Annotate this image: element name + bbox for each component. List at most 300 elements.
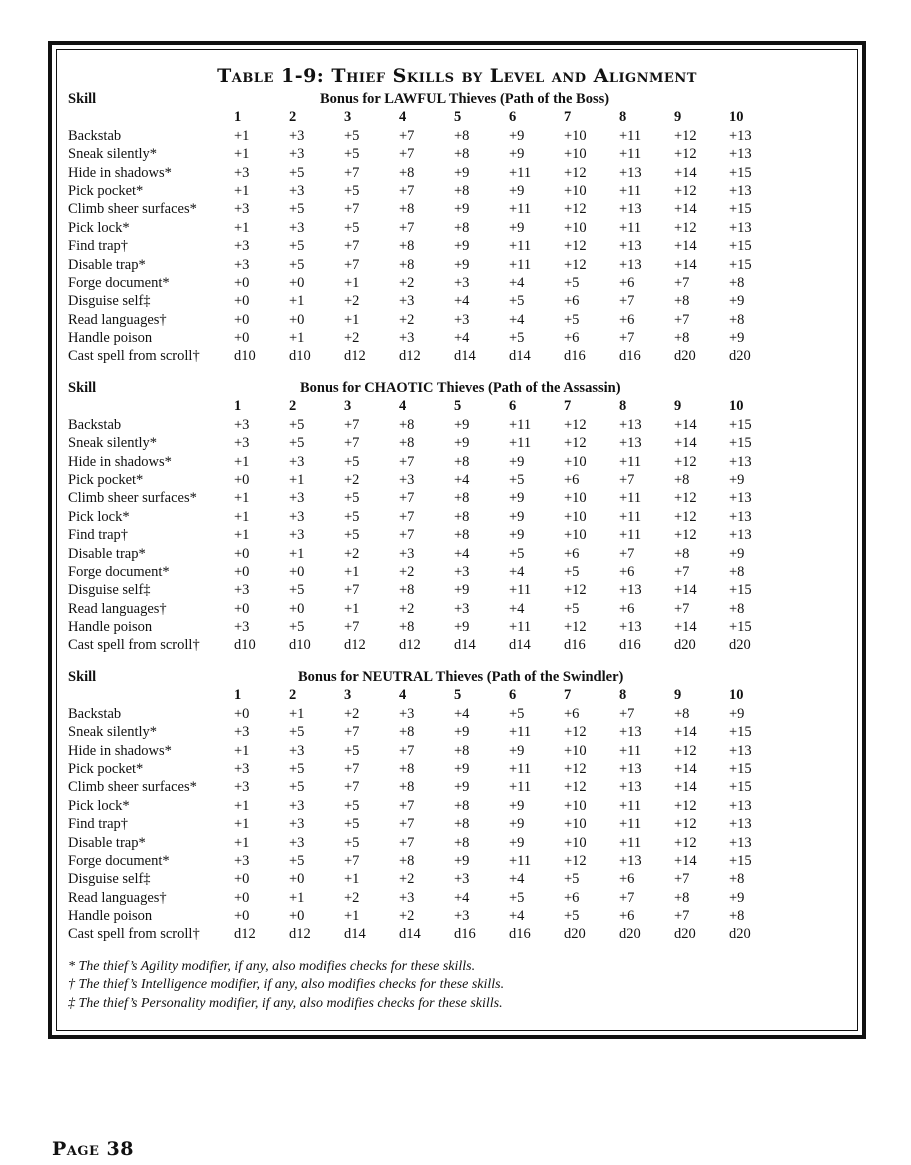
skill-bonus-value: +3 — [289, 146, 305, 163]
skill-bonus-value: +3 — [234, 256, 250, 273]
skill-bonus-value: +5 — [344, 816, 360, 833]
skill-table-section — [68, 668, 788, 944]
skill-bonus-value: +7 — [399, 508, 415, 525]
skill-bonus-value: +4 — [509, 274, 525, 291]
level-header: 4 — [399, 398, 407, 415]
skill-bonus-value: +12 — [674, 219, 697, 236]
skill-bonus-value: +13 — [619, 619, 642, 636]
skill-bonus-value: +13 — [619, 201, 642, 218]
table-row — [68, 526, 788, 544]
skill-name: Pick pocket* — [68, 760, 144, 777]
skill-bonus-value: +8 — [729, 600, 745, 617]
level-header: 8 — [619, 109, 627, 126]
skill-bonus-value: +4 — [509, 563, 525, 580]
skill-bonus-value: +1 — [234, 834, 250, 851]
table-row — [68, 600, 788, 618]
skill-bonus-value: +1 — [234, 527, 250, 544]
table-row — [68, 907, 788, 925]
skill-bonus-value: +12 — [564, 724, 587, 741]
skill-bonus-value: +5 — [289, 779, 305, 796]
table-row — [68, 563, 788, 581]
skill-bonus-value: +12 — [674, 182, 697, 199]
skill-bonus-value: +8 — [674, 705, 690, 722]
skill-bonus-value: +1 — [234, 816, 250, 833]
skill-bonus-value: +3 — [234, 619, 250, 636]
skill-bonus-value: +0 — [234, 471, 250, 488]
skill-bonus-value: +10 — [564, 146, 587, 163]
skill-name: Sneak silently* — [68, 724, 158, 741]
table-row — [68, 292, 788, 310]
skill-bonus-value: +15 — [729, 256, 752, 273]
skill-bonus-value: +4 — [509, 871, 525, 888]
skill-bonus-value: +8 — [674, 471, 690, 488]
skill-bonus-value: +11 — [619, 182, 642, 199]
skill-bonus-value: +10 — [564, 182, 587, 199]
section-header-row — [68, 668, 788, 686]
skill-bonus-value: +7 — [674, 600, 690, 617]
skill-bonus-value: +3 — [289, 834, 305, 851]
skill-bonus-value: +8 — [454, 797, 470, 814]
table-row — [68, 274, 788, 292]
skill-bonus-value: +4 — [454, 293, 470, 310]
skill-bonus-value: +8 — [399, 619, 415, 636]
skill-bonus-value: +11 — [619, 834, 642, 851]
level-header: 10 — [729, 398, 744, 415]
skill-bonus-value: +8 — [454, 508, 470, 525]
table-row — [68, 434, 788, 452]
skill-bonus-value: d12 — [344, 348, 366, 365]
table-row — [68, 618, 788, 636]
skill-bonus-value: +5 — [289, 435, 305, 452]
level-header: 8 — [619, 398, 627, 415]
skill-bonus-value: d20 — [729, 348, 751, 365]
skill-bonus-value: +8 — [454, 816, 470, 833]
skill-bonus-value: +15 — [729, 201, 752, 218]
skill-bonus-value: +8 — [729, 563, 745, 580]
skill-bonus-value: +14 — [674, 164, 697, 181]
skill-bonus-value: +11 — [619, 219, 642, 236]
skill-bonus-value: +8 — [454, 834, 470, 851]
table-row — [68, 416, 788, 434]
skill-bonus-value: +7 — [674, 274, 690, 291]
skill-bonus-value: +8 — [729, 871, 745, 888]
skill-name: Disguise self‡ — [68, 582, 151, 599]
skill-bonus-value: +13 — [729, 834, 752, 851]
skill-bonus-value: +5 — [509, 330, 525, 347]
skill-bonus-value: +5 — [289, 582, 305, 599]
skill-bonus-value: +9 — [454, 852, 470, 869]
table-row — [68, 870, 788, 888]
skill-bonus-value: +3 — [454, 311, 470, 328]
skill-bonus-value: +9 — [509, 219, 525, 236]
skill-bonus-value: +7 — [344, 201, 360, 218]
skill-bonus-value: +12 — [564, 619, 587, 636]
skill-bonus-value: +3 — [234, 201, 250, 218]
table-row — [68, 581, 788, 599]
skill-name: Pick lock* — [68, 797, 130, 814]
skill-bonus-value: +3 — [234, 852, 250, 869]
skill-bonus-value: +2 — [399, 600, 415, 617]
skill-bonus-value: +13 — [619, 779, 642, 796]
skill-bonus-value: +9 — [509, 127, 525, 144]
level-header: 6 — [509, 398, 517, 415]
skill-name: Forge document* — [68, 852, 170, 869]
skill-bonus-value: +1 — [344, 563, 360, 580]
skill-bonus-value: +11 — [619, 490, 642, 507]
level-header: 4 — [399, 109, 407, 126]
skill-bonus-value: +7 — [399, 834, 415, 851]
skill-bonus-value: +9 — [454, 435, 470, 452]
skill-bonus-value: +12 — [564, 416, 587, 433]
table-row — [68, 705, 788, 723]
skill-bonus-value: +11 — [509, 238, 532, 255]
skill-bonus-value: +12 — [674, 508, 697, 525]
skill-bonus-value: +14 — [674, 435, 697, 452]
skill-bonus-value: d16 — [509, 926, 531, 943]
skill-bonus-value: +5 — [344, 146, 360, 163]
level-header: 3 — [344, 398, 352, 415]
skill-bonus-value: +8 — [454, 527, 470, 544]
skill-bonus-value: +8 — [399, 435, 415, 452]
skill-bonus-value: +12 — [564, 852, 587, 869]
skill-name: Backstab — [68, 416, 122, 433]
skill-bonus-value: +8 — [729, 311, 745, 328]
skill-bonus-value: +11 — [619, 453, 642, 470]
skill-bonus-value: +7 — [344, 582, 360, 599]
skill-bonus-value: d20 — [674, 348, 696, 365]
skill-bonus-value: +15 — [729, 435, 752, 452]
skill-bonus-value: +5 — [564, 563, 580, 580]
skill-bonus-value: +10 — [564, 490, 587, 507]
skill-bonus-value: +10 — [564, 453, 587, 470]
skill-bonus-value: +8 — [399, 256, 415, 273]
skill-bonus-value: +7 — [344, 852, 360, 869]
skill-bonus-value: +7 — [674, 908, 690, 925]
skill-bonus-value: +9 — [729, 471, 745, 488]
skill-bonus-value: +13 — [619, 238, 642, 255]
skill-bonus-value: +9 — [454, 724, 470, 741]
skill-bonus-value: +13 — [619, 256, 642, 273]
skill-bonus-value: +14 — [674, 238, 697, 255]
skill-name: Hide in shadows* — [68, 453, 172, 470]
skill-bonus-value: +9 — [729, 705, 745, 722]
skill-bonus-value: +5 — [564, 871, 580, 888]
skill-bonus-value: +13 — [619, 724, 642, 741]
skill-bonus-value: +5 — [289, 238, 305, 255]
skill-bonus-value: +3 — [234, 164, 250, 181]
skill-bonus-value: d16 — [564, 348, 586, 365]
table-row — [68, 219, 788, 237]
skill-bonus-value: +5 — [564, 274, 580, 291]
skill-bonus-value: +3 — [289, 182, 305, 199]
skill-bonus-value: d12 — [289, 926, 311, 943]
skill-bonus-value: d12 — [234, 926, 256, 943]
skill-bonus-value: +12 — [564, 164, 587, 181]
skill-bonus-value: +14 — [674, 416, 697, 433]
skill-bonus-value: +7 — [344, 724, 360, 741]
skill-bonus-value: +15 — [729, 852, 752, 869]
section-heading: Bonus for LAWFUL Thieves (Path of the Boss) — [320, 91, 610, 107]
skill-table-section — [68, 379, 788, 655]
level-header: 9 — [674, 398, 682, 415]
skill-bonus-value: +3 — [454, 600, 470, 617]
skill-bonus-value: +13 — [619, 416, 642, 433]
skill-bonus-value: +8 — [454, 219, 470, 236]
skill-bonus-value: +5 — [289, 760, 305, 777]
section-header-row — [68, 379, 788, 397]
skill-bonus-value: +11 — [509, 619, 532, 636]
skill-bonus-value: d16 — [619, 348, 641, 365]
skill-bonus-value: +5 — [344, 742, 360, 759]
skill-bonus-value: +3 — [289, 797, 305, 814]
level-header: 1 — [234, 687, 242, 704]
skill-bonus-value: +5 — [344, 127, 360, 144]
skill-bonus-value: +5 — [344, 219, 360, 236]
skill-bonus-value: +6 — [619, 871, 635, 888]
skill-bonus-value: +11 — [619, 508, 642, 525]
skill-bonus-value: d14 — [509, 348, 531, 365]
skill-bonus-value: +7 — [344, 435, 360, 452]
table-row — [68, 508, 788, 526]
skill-bonus-value: +2 — [344, 293, 360, 310]
skill-bonus-value: d16 — [454, 926, 476, 943]
skill-name: Sneak silently* — [68, 146, 158, 163]
level-header: 5 — [454, 398, 462, 415]
level-header: 10 — [729, 687, 744, 704]
table-row — [68, 778, 788, 796]
skill-bonus-value: +1 — [289, 545, 305, 562]
skill-bonus-value: +6 — [564, 471, 580, 488]
skill-bonus-value: +13 — [729, 797, 752, 814]
level-header: 9 — [674, 687, 682, 704]
table-row — [68, 256, 788, 274]
skill-bonus-value: +13 — [619, 760, 642, 777]
level-header: 6 — [509, 109, 517, 126]
skill-bonus-value: +7 — [399, 453, 415, 470]
table-row — [68, 311, 788, 329]
skill-bonus-value: +4 — [509, 311, 525, 328]
skill-bonus-value: +5 — [344, 797, 360, 814]
skill-bonus-value: +3 — [234, 238, 250, 255]
skill-bonus-value: +9 — [454, 760, 470, 777]
table-row — [68, 815, 788, 833]
section-header-row — [68, 90, 788, 108]
skill-bonus-value: +1 — [289, 330, 305, 347]
skill-bonus-value: +5 — [344, 508, 360, 525]
skill-bonus-value: +13 — [729, 127, 752, 144]
skill-name: Disable trap* — [68, 545, 146, 562]
skill-bonus-value: +3 — [399, 330, 415, 347]
skill-bonus-value: +2 — [399, 871, 415, 888]
skill-bonus-value: +11 — [619, 816, 642, 833]
skill-name: Hide in shadows* — [68, 164, 172, 181]
skill-bonus-value: d12 — [399, 637, 421, 654]
skill-bonus-value: +3 — [289, 219, 305, 236]
skill-bonus-value: +1 — [234, 490, 250, 507]
skill-bonus-value: +3 — [289, 127, 305, 144]
page-number: Page 38 — [52, 1138, 134, 1160]
level-header: 3 — [344, 687, 352, 704]
table-row — [68, 145, 788, 163]
skill-bonus-value: +1 — [344, 908, 360, 925]
level-header: 10 — [729, 109, 744, 126]
skill-bonus-value: +11 — [619, 742, 642, 759]
skill-bonus-value: +7 — [399, 146, 415, 163]
skill-bonus-value: +2 — [344, 545, 360, 562]
skill-bonus-value: +3 — [399, 705, 415, 722]
skill-bonus-value: +12 — [674, 146, 697, 163]
skill-bonus-value: +12 — [564, 582, 587, 599]
skill-bonus-value: +14 — [674, 201, 697, 218]
level-header-row — [68, 686, 788, 704]
skill-bonus-value: +1 — [234, 453, 250, 470]
skill-name: Read languages† — [68, 600, 167, 617]
skill-bonus-value: +5 — [564, 311, 580, 328]
table-row — [68, 127, 788, 145]
skill-bonus-value: +3 — [454, 563, 470, 580]
skill-bonus-value: +3 — [399, 545, 415, 562]
level-header: 6 — [509, 687, 517, 704]
skill-bonus-value: +11 — [509, 416, 532, 433]
skill-name: Forge document* — [68, 274, 170, 291]
skill-bonus-value: +10 — [564, 508, 587, 525]
skill-bonus-value: +13 — [729, 146, 752, 163]
skill-bonus-value: +9 — [509, 527, 525, 544]
skill-bonus-value: +12 — [674, 797, 697, 814]
skill-bonus-value: +7 — [399, 127, 415, 144]
skill-name: Find trap† — [68, 527, 129, 544]
skill-bonus-value: +0 — [234, 871, 250, 888]
skill-bonus-value: +9 — [729, 293, 745, 310]
skill-bonus-value: +7 — [344, 416, 360, 433]
skill-bonus-value: +3 — [289, 490, 305, 507]
skill-bonus-value: +8 — [674, 330, 690, 347]
skill-bonus-value: +8 — [454, 490, 470, 507]
skill-bonus-value: +7 — [399, 797, 415, 814]
skill-bonus-value: +8 — [399, 238, 415, 255]
skill-column-header: Skill — [68, 669, 97, 685]
table-row — [68, 925, 788, 943]
skill-bonus-value: d10 — [234, 637, 256, 654]
skill-bonus-value: +14 — [674, 852, 697, 869]
skill-bonus-value: +8 — [454, 453, 470, 470]
skill-bonus-value: +9 — [454, 416, 470, 433]
skill-bonus-value: +6 — [564, 330, 580, 347]
skill-bonus-value: +12 — [564, 760, 587, 777]
skill-bonus-value: +7 — [399, 816, 415, 833]
skill-bonus-value: +6 — [619, 600, 635, 617]
table-row — [68, 471, 788, 489]
skill-bonus-value: +1 — [344, 274, 360, 291]
level-header-row — [68, 108, 788, 126]
skill-bonus-value: +13 — [729, 490, 752, 507]
skill-bonus-value: +15 — [729, 416, 752, 433]
skill-bonus-value: +9 — [454, 619, 470, 636]
skill-name: Sneak silently* — [68, 435, 158, 452]
skill-bonus-value: +4 — [509, 600, 525, 617]
skill-bonus-value: +11 — [509, 201, 532, 218]
skill-bonus-value: +12 — [674, 816, 697, 833]
skill-bonus-value: +8 — [674, 545, 690, 562]
footnotes — [68, 958, 504, 1013]
skill-bonus-value: +5 — [289, 416, 305, 433]
skill-bonus-value: +8 — [399, 582, 415, 599]
skill-bonus-value: +11 — [509, 582, 532, 599]
skill-bonus-value: +6 — [619, 311, 635, 328]
skill-bonus-value: +7 — [344, 779, 360, 796]
skill-bonus-value: +13 — [729, 742, 752, 759]
skill-bonus-value: +10 — [564, 219, 587, 236]
skill-bonus-value: +13 — [729, 816, 752, 833]
skill-bonus-value: +11 — [619, 127, 642, 144]
skill-bonus-value: +7 — [399, 527, 415, 544]
skill-bonus-value: d16 — [619, 637, 641, 654]
skill-bonus-value: +7 — [674, 563, 690, 580]
skill-bonus-value: +8 — [454, 742, 470, 759]
skill-bonus-value: +5 — [344, 182, 360, 199]
skill-bonus-value: +8 — [399, 201, 415, 218]
skill-bonus-value: +11 — [509, 164, 532, 181]
skill-bonus-value: +11 — [509, 779, 532, 796]
skill-bonus-value: +3 — [234, 724, 250, 741]
skill-bonus-value: +0 — [289, 908, 305, 925]
section-heading: Bonus for NEUTRAL Thieves (Path of the Swindler) — [298, 669, 624, 685]
skill-bonus-value: +1 — [234, 797, 250, 814]
skill-bonus-value: +12 — [564, 779, 587, 796]
skill-bonus-value: +0 — [234, 705, 250, 722]
skill-bonus-value: +10 — [564, 816, 587, 833]
skill-bonus-value: +8 — [399, 760, 415, 777]
table-row — [68, 889, 788, 907]
level-header: 9 — [674, 109, 682, 126]
skill-bonus-value: +7 — [344, 256, 360, 273]
level-header: 4 — [399, 687, 407, 704]
skill-bonus-value: +9 — [454, 256, 470, 273]
skill-bonus-value: +9 — [509, 816, 525, 833]
skill-bonus-value: d20 — [674, 637, 696, 654]
skill-bonus-value: +4 — [509, 908, 525, 925]
skill-bonus-value: +9 — [509, 453, 525, 470]
skill-bonus-value: +9 — [454, 201, 470, 218]
skill-bonus-value: +1 — [234, 508, 250, 525]
skill-bonus-value: +14 — [674, 724, 697, 741]
skill-bonus-value: +5 — [509, 293, 525, 310]
skill-bonus-value: +7 — [399, 219, 415, 236]
table-row — [68, 636, 788, 654]
skill-bonus-value: +12 — [674, 490, 697, 507]
skill-name: Cast spell from scroll† — [68, 926, 200, 943]
skill-bonus-value: +15 — [729, 724, 752, 741]
table-row — [68, 453, 788, 471]
skill-bonus-value: +6 — [564, 545, 580, 562]
skill-bonus-value: +8 — [399, 164, 415, 181]
level-header: 1 — [234, 109, 242, 126]
skill-bonus-value: d20 — [674, 926, 696, 943]
level-header: 7 — [564, 109, 572, 126]
skill-bonus-value: +9 — [509, 490, 525, 507]
skill-bonus-value: +12 — [564, 238, 587, 255]
skill-name: Forge document* — [68, 563, 170, 580]
footnote-intelligence: † The thief’s Intelligence modifier, if any, also modifies checks for these skills. — [68, 977, 505, 993]
skill-bonus-value: +3 — [454, 274, 470, 291]
skill-bonus-value: +0 — [289, 311, 305, 328]
skill-bonus-value: +5 — [289, 201, 305, 218]
skill-bonus-value: +7 — [619, 330, 635, 347]
skill-bonus-value: d14 — [454, 637, 476, 654]
skill-bonus-value: +8 — [674, 293, 690, 310]
skill-bonus-value: +6 — [619, 908, 635, 925]
skill-bonus-value: d14 — [344, 926, 366, 943]
